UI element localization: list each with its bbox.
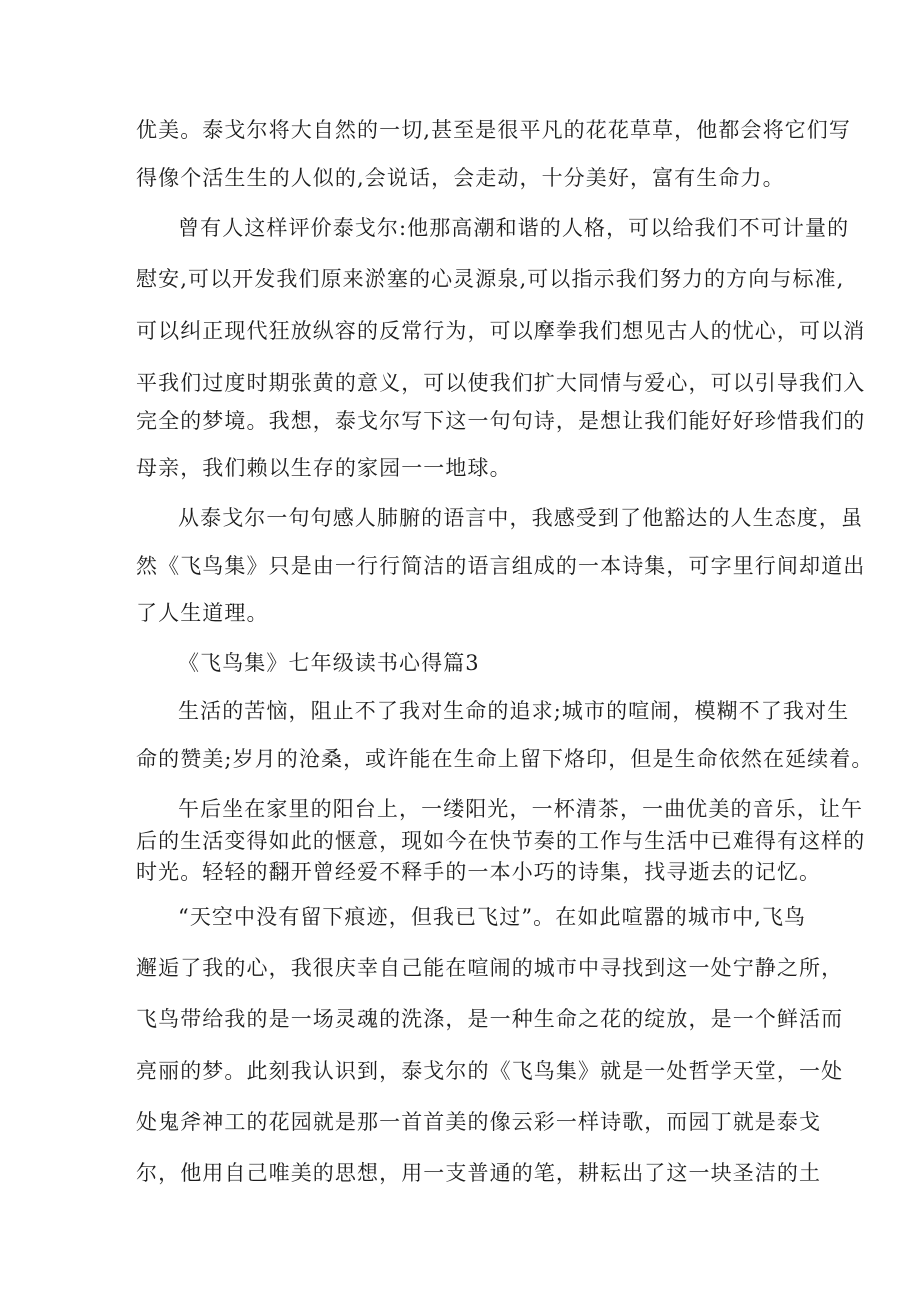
paragraph-start-line: 从泰戈尔一句句感人肺腑的语言中，我感受到了他豁达的人生态度，虽 (178, 506, 864, 530)
text-line: 处鬼斧神工的花园就是那一首首美的像云彩一样诗歌，而园丁就是泰戈 (136, 1110, 822, 1134)
text-line: 尔，他用自己唯美的思想，用一支普通的笔，耕耘出了这一块圣洁的土 (136, 1161, 822, 1185)
paragraph-start-line: 曾有人这样评价泰戈尔:他那高潮和谐的人格，可以给我们不可计量的 (178, 216, 850, 240)
text-line: 飞鸟带给我的是一场灵魂的洗涤，是一种生命之花的绽放，是一个鲜活而 (136, 1007, 844, 1031)
text-line: 母亲，我们赖以生存的家园一一地球。 (136, 456, 512, 480)
paragraph-start-line: “天空中没有留下痕迹，但我已飞过”。在如此喧嚣的城市中,飞鸟 (178, 905, 807, 929)
text-line: 了人生道理。 (136, 601, 269, 625)
text-line: 后的生活变得如此的惬意，现如今在快节奏的工作与生活中已难得有这样的 (136, 829, 866, 853)
text-line: 然《飞鸟集》只是由一行行简洁的语言组成的一本诗集，可字里行间却道出 (136, 554, 866, 578)
text-line: 完全的梦境。我想，泰戈尔写下这一句句诗，是想让我们能好好珍惜我们的 (136, 409, 866, 433)
text-line: 命的赞美;岁月的沧桑，或许能在生命上留下烙印，但是生命依然在延续着。 (136, 747, 874, 771)
text-line: 得像个活生生的人似的,会说话，会走动，十分美好，富有生命力。 (136, 166, 785, 190)
text-line: 邂逅了我的心，我很庆幸自己能在喧闹的城市中寻找到这一处宁静之所， (136, 956, 844, 980)
section-heading: 《飞鸟集》七年级读书心得篇3 (178, 651, 480, 675)
text-line: 优美。泰戈尔将大自然的一切,甚至是很平凡的花花草草，他都会将它们写 (136, 118, 851, 142)
paragraph-start-line: 午后坐在家里的阳台上，一缕阳光，一杯清茶，一曲优美的音乐，让午 (178, 797, 864, 821)
text-line: 可以纠正现代狂放纵容的反常行为，可以摩拳我们想见古人的忧心，可以消 (136, 319, 866, 343)
text-line: 亮丽的梦。此刻我认识到，泰戈尔的《飞鸟集》就是一处哲学天堂，一处 (136, 1059, 844, 1083)
paragraph-start-line: 生活的苦恼，阻止不了我对生命的追求;城市的喧闹，模糊不了我对生 (178, 699, 850, 723)
text-line: 慰安,可以开发我们原来淤塞的心灵源泉,可以指示我们努力的方向与标准, (136, 267, 845, 291)
text-line: 时光。轻轻的翻开曾经爱不释手的一本小巧的诗集，找寻逝去的记忆。 (136, 860, 822, 884)
text-line: 平我们过度时期张黄的意义，可以使我们扩大同情与爱心，可以引导我们入 (136, 371, 866, 395)
